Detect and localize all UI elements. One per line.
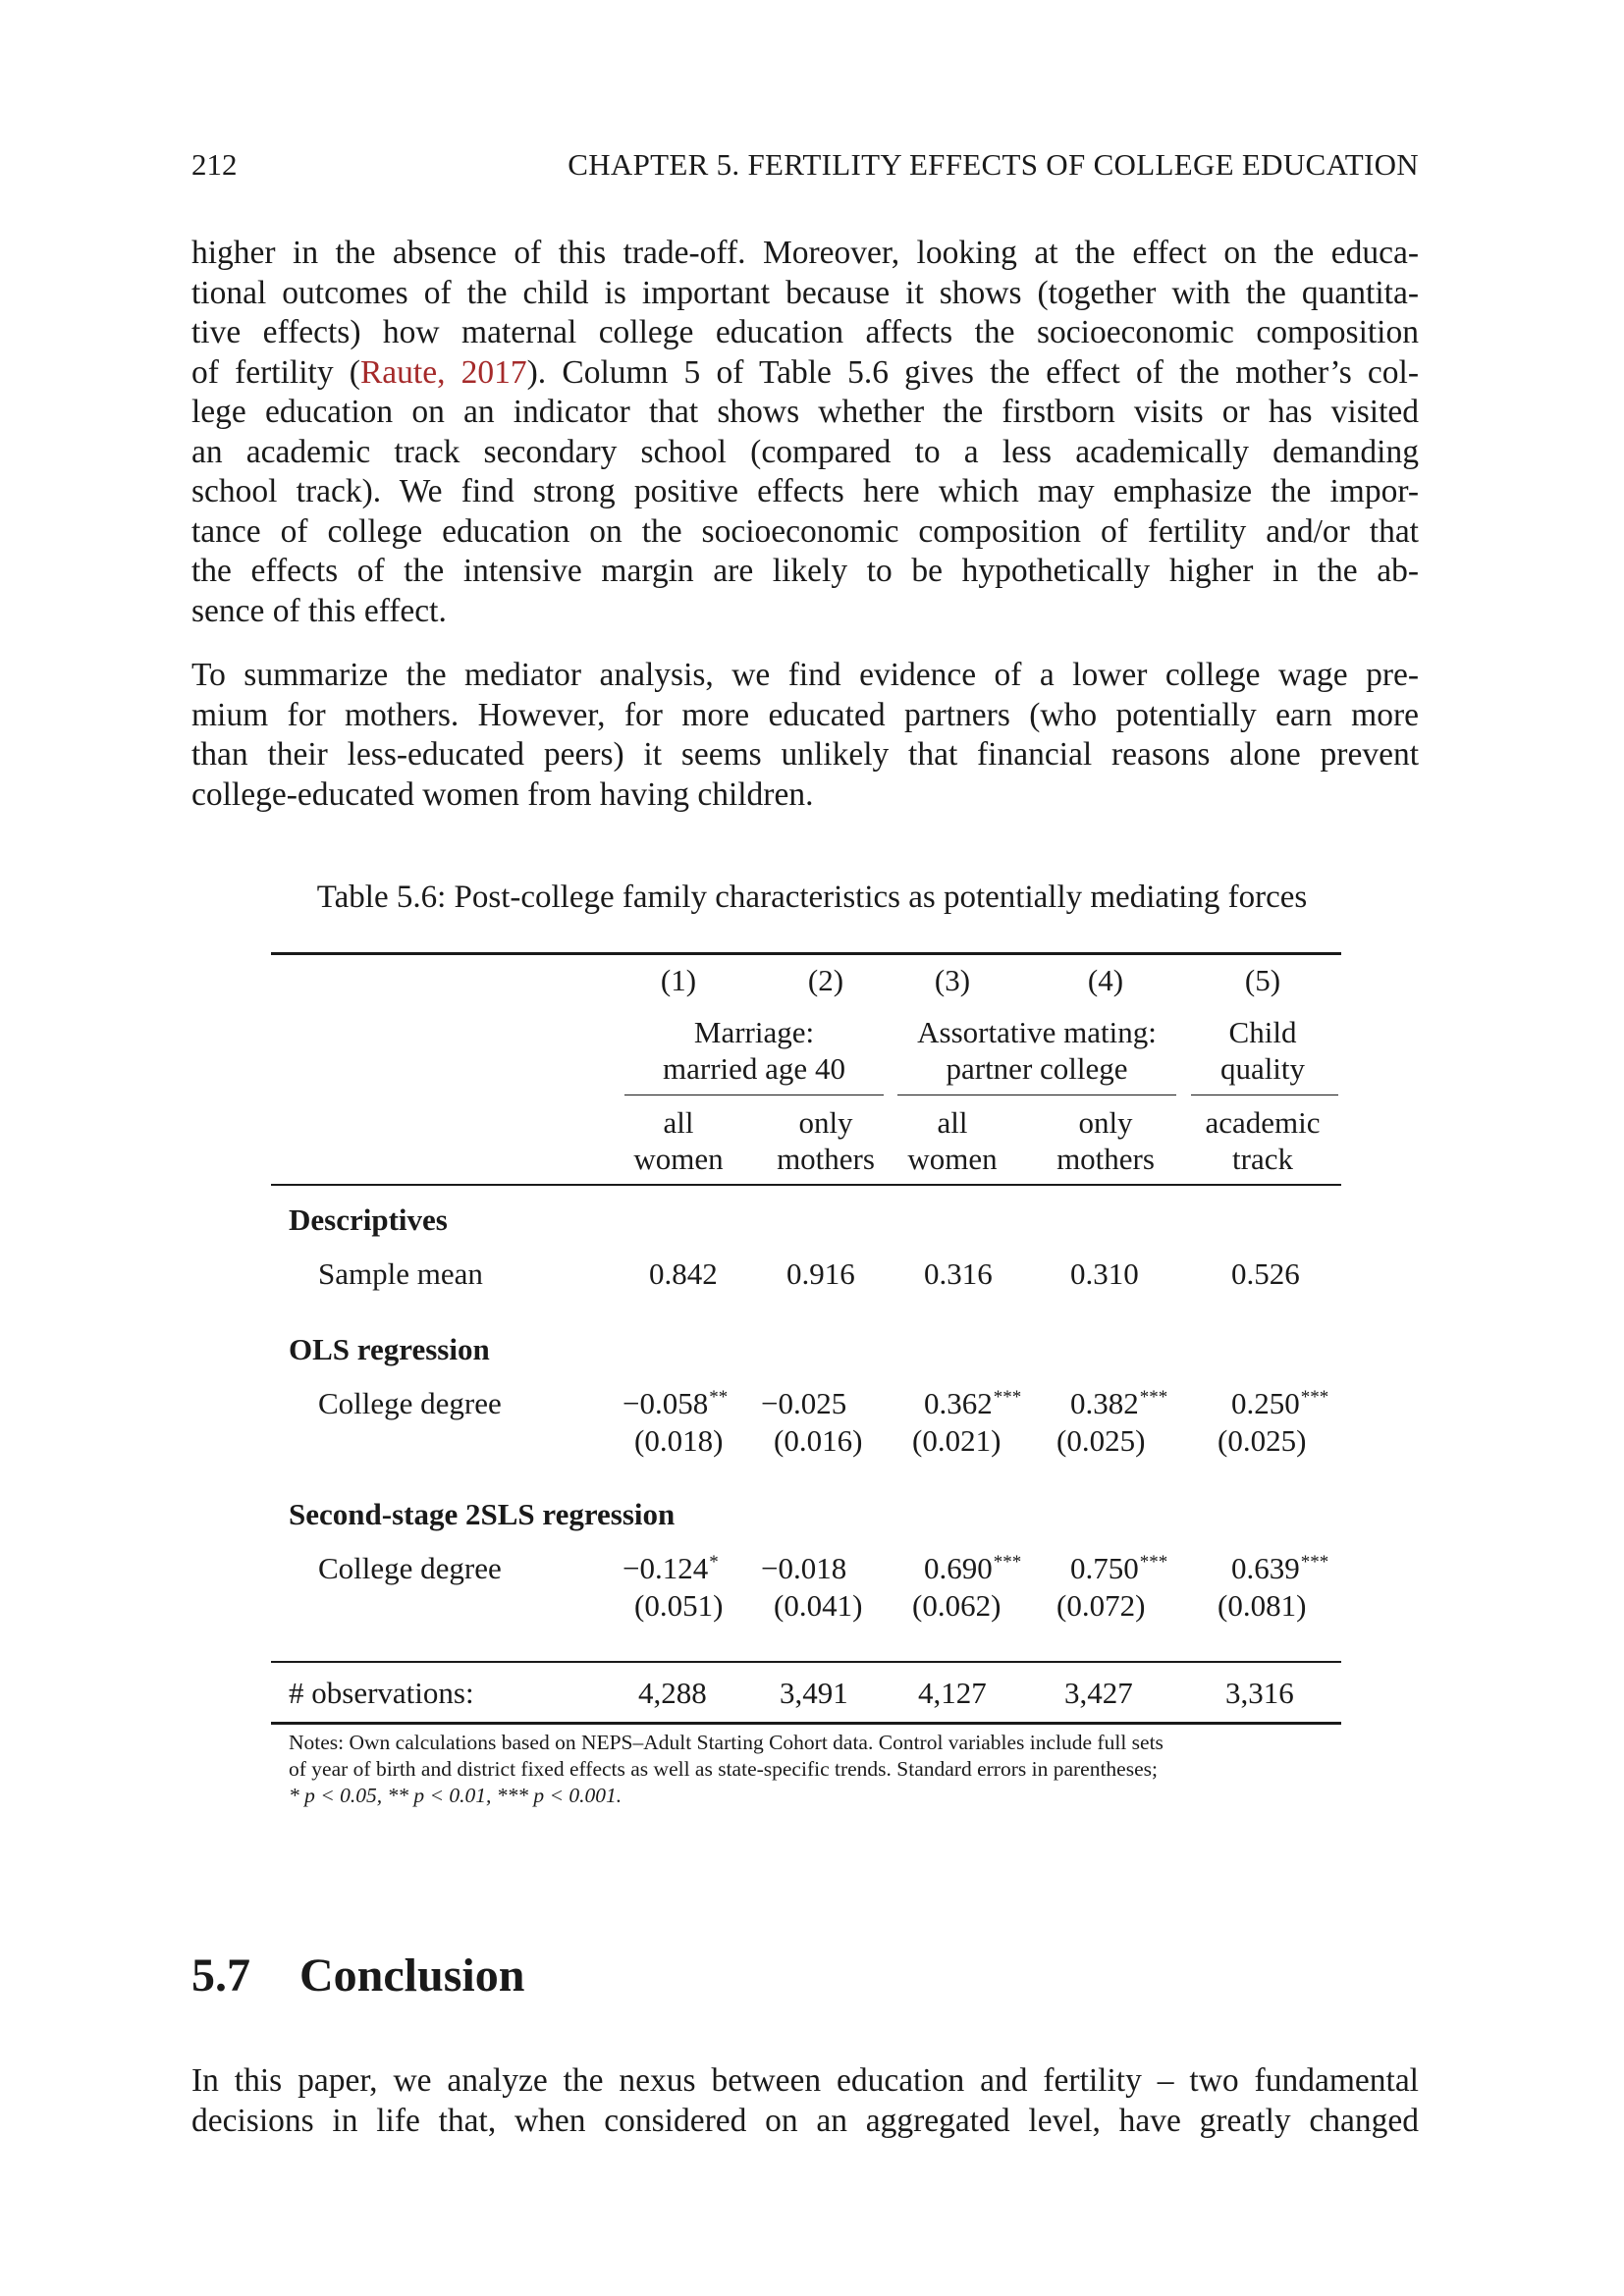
subheader: academic track [1205,1105,1321,1176]
results-table [271,952,1341,1728]
row-label-observations: # observations: [289,1676,474,1710]
tsls-se: (0.041) [774,1588,863,1623]
tsls-coef: −0.018 [761,1551,847,1585]
chapter-title: CHAPTER 5. FERTILITY EFFECTS OF COLLEGE EDUCATION [568,147,1419,182]
ols-coef: −0.058** [623,1386,729,1420]
group-header-child: Child quality [1219,1015,1306,1086]
top-rule [271,952,1341,955]
ols-se: (0.021) [912,1423,1001,1458]
text-line: higher in the absence of this trade-off. Moreover, looking at the effect on the educa- [191,235,1419,271]
text-line: an academic track secondary school (compared to a less academically demanding [191,433,1419,470]
row-label-college-degree: College degree [318,1551,502,1585]
tsls-coef: 0.639*** [1231,1551,1329,1585]
text-line: than their less-educated peers) it seems unlikely that financial reasons alone prevent [191,736,1419,773]
tsls-se: (0.081) [1218,1588,1307,1623]
col-number: (4) [1087,963,1124,997]
text-line: college-educated women from having children. [191,775,814,813]
section-label-descriptives: Descriptives [289,1202,448,1237]
col-number: (5) [1244,963,1281,997]
observations-value: 3,316 [1225,1676,1294,1710]
tsls-se: (0.051) [634,1588,724,1623]
sample-mean-value: 0.526 [1231,1256,1300,1291]
tsls-coef: 0.690*** [924,1551,1022,1585]
subheader: only mothers [1056,1105,1155,1176]
ols-coef: 0.250*** [1231,1386,1329,1420]
observations-rule [271,1661,1341,1663]
page-number: 212 [191,147,238,182]
subheader: only mothers [777,1105,875,1176]
observations-value: 4,127 [918,1676,987,1710]
table-notes [289,1730,1320,1809]
text-line: decisions in life that, when considered on an aggregated level, have greatly changed [191,2102,1419,2139]
observations-value: 3,491 [780,1676,848,1710]
text-line: school track). We find strong positive effects here which may emphasize the impor- [191,473,1419,509]
ols-coef: 0.362*** [924,1386,1022,1420]
ols-coef: −0.025 [761,1386,847,1420]
running-header [191,147,1419,187]
row-label-sample-mean: Sample mean [318,1256,483,1291]
observations-value: 3,427 [1064,1676,1133,1710]
ols-se: (0.016) [774,1423,863,1458]
sample-mean-value: 0.310 [1070,1256,1139,1291]
notes-line: * p < 0.05, ** p < 0.01, *** p < 0.001. [289,1784,623,1807]
section-heading [191,1949,524,2002]
text-line-with-citation: of fertility (Raute, 2017). Column 5 of Table 5.6 gives the effect of the mother’s col- [191,353,1420,391]
row-label-college-degree: College degree [318,1386,502,1420]
ols-se: (0.025) [1218,1423,1307,1458]
tsls-coef: −0.124* [623,1551,719,1585]
section-label-ols: OLS regression [289,1332,490,1366]
table-caption: Table 5.6: Post-college family characteristics as potentially mediating forces [316,880,1308,915]
subheader: all women [633,1105,724,1176]
text-line: To summarize the mediator analysis, we find evidence of a lower college wage pre- [191,657,1419,693]
group-header-marriage: Marriage: married age 40 [663,1015,845,1086]
text-line: In this paper, we analyze the nexus between education and fertility – two fundamental [191,2062,1419,2099]
tsls-coef: 0.750*** [1070,1551,1168,1585]
notes-line: of year of birth and district fixed effects as well as state-specific trends. Standard errors in parentheses; [289,1757,1158,1781]
section-number: 5.7 [191,1949,250,2002]
section-label-2sls: Second-stage 2SLS regression [289,1497,676,1531]
text-line: tive effects) how maternal college education affects the socioeconomic composition [191,314,1419,350]
col-number: (3) [934,963,971,997]
body-paragraph-3 [191,2061,1419,2141]
bottom-rule [271,1722,1341,1725]
observations-value: 4,288 [638,1676,707,1710]
text-line: mium for mothers. However, for more educated partners (who potentially earn more [191,696,1419,733]
subheader: all women [907,1105,998,1176]
section-title: Conclusion [299,1949,525,2002]
col-number: (1) [660,963,697,997]
text-line: lege education on an indicator that shows whether the firstborn visits or has visited [191,394,1419,430]
header-bottom-rule [271,1184,1341,1186]
sample-mean-value: 0.916 [786,1256,855,1291]
text-line: tional outcomes of the child is important because it shows (together with the quantita- [191,274,1419,311]
text-line: sence of this effect. [191,592,447,629]
notes-line: Notes: Own calculations based on NEPS–Adult Starting Cohort data. Control variables include full sets [289,1731,1164,1754]
body-paragraph-1 [191,234,1419,631]
text-line: the effects of the intensive margin are likely to be hypothetically higher in the ab- [191,553,1419,589]
sample-mean-value: 0.316 [924,1256,993,1291]
tsls-se: (0.062) [912,1588,1001,1623]
group-header-assortative: Assortative mating: partner college [917,1015,1157,1086]
sample-mean-value: 0.842 [649,1256,718,1291]
text-line: tance of college education on the socioeconomic composition of fertility and/or that [191,512,1419,550]
ols-se: (0.025) [1056,1423,1146,1458]
citation-link[interactable]: Raute, 2017 [359,353,527,391]
col-number: (2) [807,963,844,997]
body-paragraph-2 [191,656,1419,815]
ols-se: (0.018) [634,1423,724,1458]
ols-coef: 0.382*** [1070,1386,1168,1420]
tsls-se: (0.072) [1056,1588,1146,1623]
